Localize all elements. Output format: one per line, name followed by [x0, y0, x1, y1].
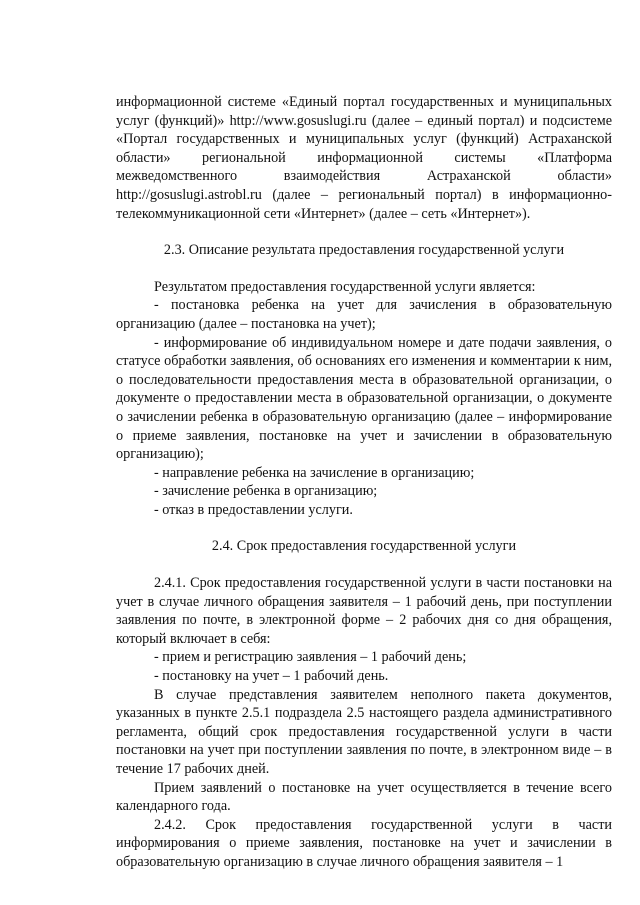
paragraph-intro-continuation: информационной системе «Единый портал государственных и муниципальных услуг (функций)» http://www.gosuslugi.ru (далее – единый портал) и подсистеме «Портал государственных и муниципальных услуг (функций) Астраханской области» региональной информационной системы «Платформа межведомственного взаимодействия Астраханской области» http://gosuslugi.astrobl.ru (далее – региональный портал) в информационно-телекоммуникационной сети «Интернет» (далее – сеть «Интернет»).	[116, 94, 612, 222]
list-item-referral: - направление ребенка на зачисление в организацию;	[154, 464, 475, 481]
list-item-informing: - информирование об индивидуальном номере и дате подачи заявления, о статусе обработки заявления, об основаниях его изменения и комментарии к ним, о последовательности предоставления места в образовательной организации, о документе о предоставлении места в образовательной организации, о документе о зачислении ребенка в образовательную организацию (далее – информирование о приеме заявления, постановке на учет и зачислении в образовательную организацию);	[116, 334, 612, 463]
paragraph-2-4-1: 2.4.1. Срок предоставления государственной услуги в части постановки на учет в случае личного обращения заявителя – 1 рабочий день, при поступлении заявления по почте, в электронной форме – 2 рабочих дня со дня обращения, который включает в себя:	[116, 575, 612, 647]
list-item-enrollment: - зачисление ребенка в организацию;	[154, 483, 378, 500]
section-heading-2-4: 2.4. Срок предоставления государственной услуги	[211, 538, 517, 555]
list-item-reception: - прием и регистрацию заявления – 1 рабочий день;	[154, 649, 467, 666]
paragraph-year-round-reception: Прием заявлений о постановке на учет осуществляется в течение всего календарного года.	[116, 779, 612, 815]
section-heading-2-3: 2.3. Описание результата предоставления государственной услуги	[163, 242, 565, 259]
list-item-refusal: - отказ в предоставлении услуги.	[154, 501, 353, 518]
paragraph-incomplete-documents: В случае представления заявителем неполного пакета документов, указанных в пункте 2.5.1 подраздела 2.5 настоящего раздела административного регламента, общий срок предоставления государственной услуги в части постановки на учет при поступлении заявления по почте, в электронном виде – в течение 17 рабочих дней.	[116, 686, 612, 777]
paragraph-result-intro: Результатом предоставления государственной услуги является:	[154, 278, 536, 295]
paragraph-2-4-2: 2.4.2. Срок предоставления государственной услуги в части информирования о приеме заявления, постановке на учет и зачислении в образовательную организацию в случае личного обращения заявителя – 1	[116, 816, 612, 870]
list-item-registration: - постановка ребенка на учет для зачисления в образовательную организацию (далее – постановка на учет);	[116, 297, 612, 332]
list-item-placement: - постановку на учет – 1 рабочий день.	[154, 668, 389, 685]
